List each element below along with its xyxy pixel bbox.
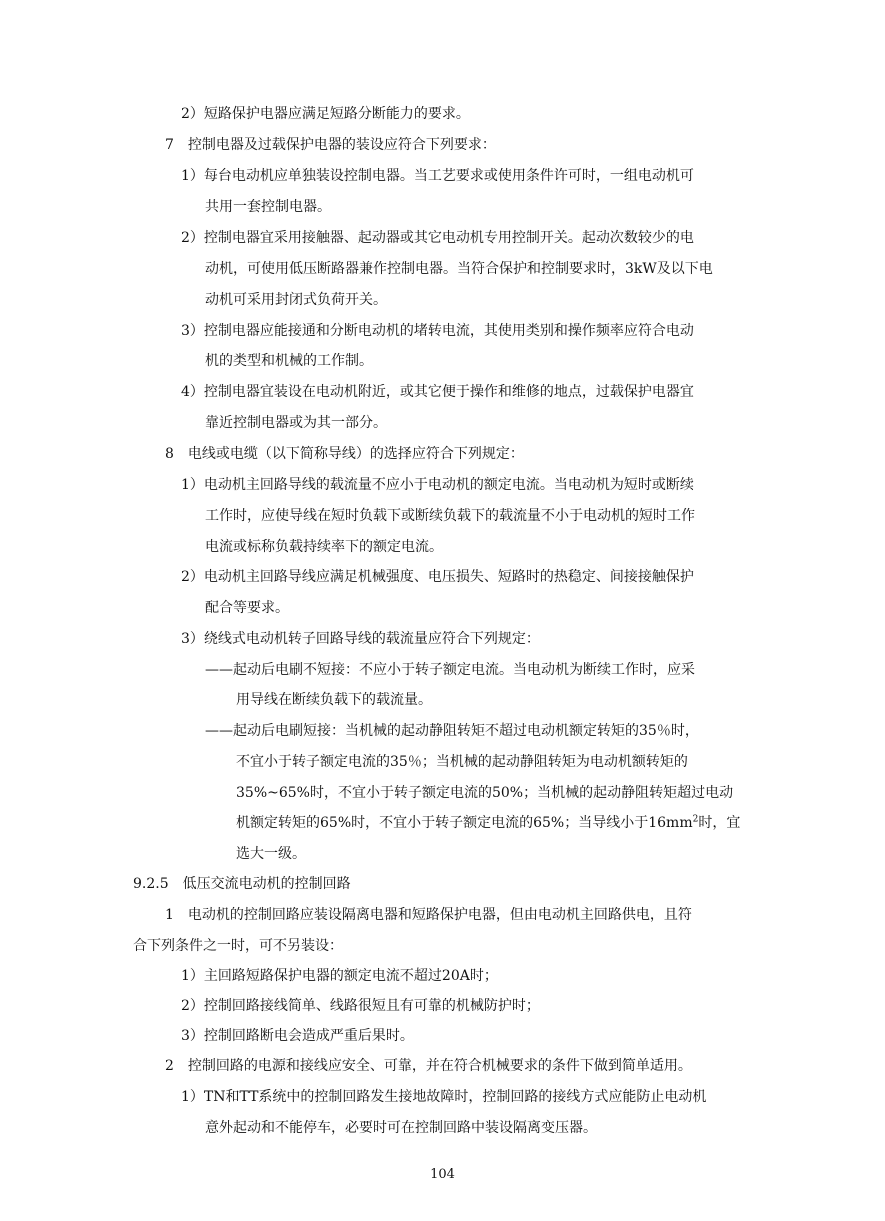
text-line: 工作时，应使导线在短时负载下或断续负载下的载流量不小于电动机的短时工作 [205,508,695,524]
superscript: 2 [692,814,699,825]
text-segment: 时，宜 [698,815,741,831]
text-line: 7 控制电器及过载保护电器的装设应符合下列要求： [165,137,496,153]
text-line: 动机可采用封闭式负荷开关。 [205,292,387,308]
text-line: 意外起动和不能停车，必要时可在控制回路中装设隔离变压器。 [205,1120,597,1136]
text-line: 2）控制回路接线简单、线路很短且有可靠的机械防护时； [181,998,540,1014]
text-line: ——起动后电刷不短接：不应小于转子额定电流。当电动机为断续工作时，应采 [205,662,695,678]
text-line: 1 电动机的控制回路应装设隔离电器和短路保护电器，但由电动机主回路供电，且符 [165,907,692,923]
text-line: 选大一级。 [236,846,306,862]
text-line: 35%~65%时，不宜小于转子额定电流的50%；当机械的起动静阻转矩超过电动 [236,785,734,801]
text-line: 配合等要求。 [205,600,289,616]
text-line [236,813,740,833]
text-line: 4）控制电器宜装设在电动机附近，或其它便于操作和维修的地点，过载保护电器宜 [181,384,694,400]
text-line: 不宜小于转子额定电流的35％；当机械的起动静阻转矩为电动机额转矩的 [236,754,688,770]
text-line: 2）电动机主回路导线应满足机械强度、电压损失、短路时的热稳定、间接接触保护 [181,569,694,585]
text-line: 机的类型和机械的工作制。 [205,353,373,369]
text-line: 靠近控制电器或为其一部分。 [205,415,387,431]
text-line: 2）短路保护电器应满足短路分断能力的要求。 [181,106,470,122]
text-line: 1）电动机主回路导线的载流量不应小于电动机的额定电流。当电动机为短时或断续 [181,477,694,493]
text-line: 8 电线或电缆（以下简称导线）的选择应符合下列规定： [165,446,524,462]
text-line: ——起动后电刷短接：当机械的起动静阻转矩不超过电动机额定转矩的35％时， [205,723,699,739]
text-line: 动机，可使用低压断路器兼作控制电器。当符合保护和控制要求时，3kW及以下电 [205,261,713,277]
text-line: 1）TN和TT系统中的控制回路发生接地故障时，控制回路的接线方式应能防止电动机 [181,1089,707,1105]
page-number: 104 [430,1167,455,1182]
text-line: 合下列条件之一时，可不另装设： [133,938,343,954]
text-line: 3）控制电器应能接通和分断电动机的堵转电流，其使用类别和操作频率应符合电动 [181,323,694,339]
text-line: 用导线在断续负载下的载流量。 [236,692,432,708]
text-line: 3）控制回路断电会造成严重后果时。 [181,1028,414,1044]
text-line: 2）控制电器宜采用接触器、起动器或其它电动机专用控制开关。起动次数较少的电 [181,230,694,246]
text-line: 1）主回路短路保护电器的额定电流不超过20A时； [181,968,498,984]
text-line: 3）绕线式电动机转子回路导线的载流量应符合下列规定： [181,631,540,647]
section-heading: 9.2.5 低压交流电动机的控制回路 [133,876,351,892]
text-line: 电流或标称负载持续率下的额定电流。 [205,539,443,555]
text-line: 2 控制回路的电源和接线应安全、可靠，并在符合机械要求的条件下做到简单适用。 [165,1058,692,1074]
text-line: 共用一套控制电器。 [205,199,331,215]
text-line: 1）每台电动机应单独装设控制电器。当工艺要求或使用条件许可时，一组电动机可 [181,168,694,184]
text-segment: 机额定转矩的65%时，不宜小于转子额定电流的65%；当导线小于16mm [236,815,693,831]
